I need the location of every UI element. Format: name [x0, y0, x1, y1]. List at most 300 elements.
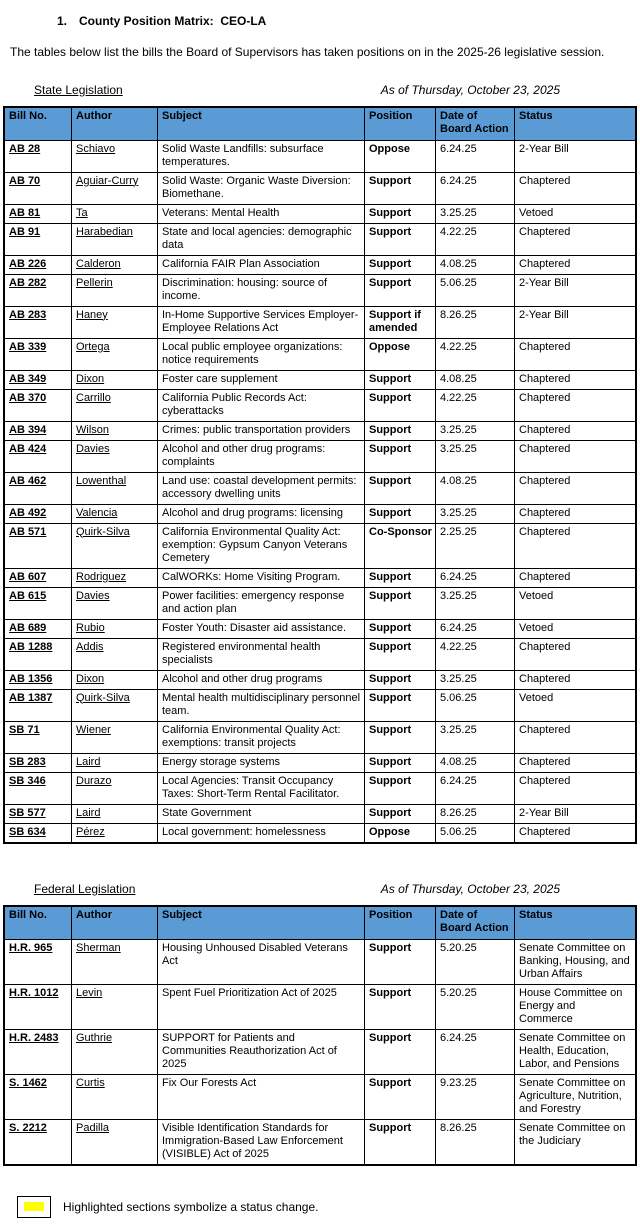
bill-row: [4, 1074, 636, 1119]
bill-number-link-cell: [4, 338, 72, 370]
bill-number-link[interactable]: AB 349: [9, 372, 47, 385]
bill-subject: Alcohol and drug programs: licensing: [162, 506, 343, 519]
bill-number-link[interactable]: SB 283: [9, 755, 46, 768]
bill-subject: Mental health multidisciplinary personnel team.: [162, 691, 361, 717]
bill-number-link-cell: [4, 568, 72, 587]
board-position: Support: [369, 806, 412, 819]
bill-number-link[interactable]: SB 346: [9, 774, 46, 787]
bill-status: Chaptered: [519, 525, 571, 538]
bill-row: [4, 255, 636, 274]
bill-number-link[interactable]: AB 462: [9, 474, 47, 487]
author-link[interactable]: Ta: [76, 206, 88, 219]
board-action-date-cell: [436, 823, 515, 843]
bill-number-link[interactable]: AB 689: [9, 621, 47, 634]
board-action-date-cell: [436, 587, 515, 619]
board-position-cell: [365, 619, 436, 638]
board-action-date-cell: [436, 753, 515, 772]
federal-legislation-heading: Federal Legislation: [34, 881, 136, 896]
board-action-date: 4.22.25: [440, 391, 477, 404]
board-action-date: 4.08.25: [440, 755, 477, 768]
board-action-date-cell: [436, 504, 515, 523]
board-position: Oppose: [369, 340, 410, 353]
board-position: Support: [369, 986, 412, 999]
column-header: Bill No.: [4, 906, 72, 940]
author-link[interactable]: Pellerin: [76, 276, 113, 289]
author-link[interactable]: Padilla: [76, 1121, 110, 1134]
author-link-cell: [72, 338, 158, 370]
board-action-date: 4.22.25: [440, 340, 477, 353]
bill-number-link[interactable]: AB 226: [9, 257, 47, 270]
header-row: [4, 107, 636, 141]
board-position-cell: [365, 389, 436, 421]
column-header: Author: [72, 906, 158, 940]
state-legislation-section: [0, 83, 640, 844]
bill-subject: Foster Youth: Disaster aid assistance.: [162, 621, 347, 634]
board-action-date: 4.08.25: [440, 474, 477, 487]
federal-as-of-date: As of Thursday, October 23, 2025: [380, 881, 560, 896]
board-position: Support if amended: [369, 308, 421, 334]
bill-status: Senate Committee on Health, Education, Labor, and Pensions: [519, 1031, 626, 1070]
board-action-date-cell: [436, 638, 515, 670]
author-link[interactable]: Lowenthal: [76, 474, 127, 487]
bill-number-link[interactable]: AB 81: [9, 206, 41, 219]
board-action-date: 6.24.25: [440, 621, 477, 634]
bill-row: [4, 389, 636, 421]
bill-number-link[interactable]: AB 571: [9, 525, 47, 538]
bill-subject-cell: [158, 370, 365, 389]
board-action-date: 3.25.25: [440, 672, 477, 685]
board-position-cell: [365, 274, 436, 306]
bill-number-link-cell: [4, 204, 72, 223]
board-action-date-cell: [436, 472, 515, 504]
board-action-date: 5.06.25: [440, 825, 477, 838]
bill-row: [4, 306, 636, 338]
board-position-cell: [365, 1074, 436, 1119]
bill-number-link[interactable]: AB 91: [9, 225, 41, 238]
bill-status-cell: [515, 421, 637, 440]
bill-status: 2-Year Bill: [519, 276, 569, 289]
board-action-date-cell: [436, 670, 515, 689]
state-section-header: [34, 83, 640, 97]
bill-status: Chaptered: [519, 442, 571, 455]
board-action-date-cell: [436, 721, 515, 753]
board-position-cell: [365, 772, 436, 804]
board-position: Support: [369, 640, 412, 653]
author-link-cell: [72, 523, 158, 568]
board-action-date: 5.20.25: [440, 941, 477, 954]
board-position-cell: [365, 204, 436, 223]
bill-number-link[interactable]: H.R. 965: [9, 941, 53, 954]
author-link[interactable]: Sherman: [76, 941, 121, 954]
board-action-date: 6.24.25: [440, 1031, 477, 1044]
board-position-cell: [365, 306, 436, 338]
board-action-date-cell: [436, 172, 515, 204]
bill-subject-cell: [158, 172, 365, 204]
board-action-date: 6.24.25: [440, 570, 477, 583]
bill-row: [4, 587, 636, 619]
bill-number-link[interactable]: AB 28: [9, 142, 41, 155]
author-link[interactable]: Schiavo: [76, 142, 116, 155]
board-position-cell: [365, 472, 436, 504]
board-position-cell: [365, 638, 436, 670]
title-text: County Position Matrix: CEO-LA: [79, 14, 267, 28]
board-position-cell: [365, 440, 436, 472]
bill-status-cell: [515, 223, 637, 255]
bill-number-link[interactable]: AB 394: [9, 423, 47, 436]
bill-subject-cell: [158, 440, 365, 472]
board-action-date-cell: [436, 338, 515, 370]
bill-status-cell: [515, 1074, 637, 1119]
bill-subject-cell: [158, 306, 365, 338]
bill-status-cell: [515, 172, 637, 204]
board-position: Support: [369, 1031, 412, 1044]
board-action-date: 3.25.25: [440, 589, 477, 602]
board-position: Support: [369, 589, 412, 602]
board-position: Co-Sponsor: [369, 525, 432, 538]
author-link[interactable]: Rubio: [76, 621, 105, 634]
bill-number-link[interactable]: AB 283: [9, 308, 47, 321]
bill-status-cell: [515, 440, 637, 472]
bill-subject-cell: [158, 689, 365, 721]
board-action-date-cell: [436, 389, 515, 421]
bill-row: [4, 939, 636, 984]
column-header: Bill No.: [4, 107, 72, 141]
board-position-cell: [365, 984, 436, 1029]
author-link-cell: [72, 1029, 158, 1074]
bill-row: [4, 338, 636, 370]
bill-row: [4, 523, 636, 568]
bill-status-cell: [515, 721, 637, 753]
author-link[interactable]: Levin: [76, 986, 103, 999]
author-link[interactable]: Durazo: [76, 774, 112, 787]
bill-subject-cell: [158, 823, 365, 843]
bill-subject: Solid Waste: Organic Waste Diversion: Biomethane.: [162, 174, 351, 200]
bill-number-link[interactable]: SB 71: [9, 723, 40, 736]
bill-number-link[interactable]: AB 492: [9, 506, 47, 519]
bill-number-link[interactable]: SB 634: [9, 825, 46, 838]
bill-number-link[interactable]: AB 370: [9, 391, 47, 404]
bill-subject: Spent Fuel Prioritization Act of 2025: [162, 986, 337, 999]
board-position-cell: [365, 721, 436, 753]
board-action-date-cell: [436, 440, 515, 472]
author-link[interactable]: Rodriguez: [76, 570, 127, 583]
bill-number-link-cell: [4, 274, 72, 306]
bill-status: 2-Year Bill: [519, 308, 569, 321]
board-position-cell: [365, 689, 436, 721]
bill-subject: State and local agencies: demographic data: [162, 225, 352, 251]
board-position: Support: [369, 423, 412, 436]
board-action-date-cell: [436, 523, 515, 568]
page-title: [57, 14, 640, 28]
author-link-cell: [72, 472, 158, 504]
bill-subject: Energy storage systems: [162, 755, 280, 768]
column-header: Author: [72, 107, 158, 141]
board-action-date: 3.25.25: [440, 723, 477, 736]
author-link[interactable]: Addis: [76, 640, 104, 653]
bill-status: Senate Committee on Agriculture, Nutrition, and Forestry: [519, 1076, 626, 1115]
board-position: Support: [369, 691, 412, 704]
board-position: Support: [369, 570, 412, 583]
author-link-cell: [72, 568, 158, 587]
bill-subject: Alcohol and other drug programs: [162, 672, 323, 685]
bill-number-link-cell: [4, 772, 72, 804]
author-link-cell: [72, 638, 158, 670]
author-link-cell: [72, 984, 158, 1029]
bill-status-cell: [515, 619, 637, 638]
bill-row: [4, 823, 636, 843]
board-position: Support: [369, 755, 412, 768]
bill-status: Chaptered: [519, 372, 571, 385]
author-link-cell: [72, 670, 158, 689]
bill-number-link[interactable]: H.R. 2483: [9, 1031, 59, 1044]
bill-number-link-cell: [4, 939, 72, 984]
state-legislation-heading: State Legislation: [34, 82, 123, 97]
bill-number-link[interactable]: AB 1387: [9, 691, 53, 704]
bill-number-link[interactable]: AB 1356: [9, 672, 53, 685]
document-page: [0, 14, 640, 1218]
bill-number-link-cell: [4, 421, 72, 440]
bill-number-link[interactable]: AB 424: [9, 442, 47, 455]
bill-subject: In-Home Supportive Services Employer-Employee Relations Act: [162, 308, 359, 334]
bill-status: Chaptered: [519, 174, 571, 187]
bill-number-link[interactable]: S. 1462: [9, 1076, 47, 1089]
bill-subject: Power facilities: emergency response and action plan: [162, 589, 345, 615]
board-action-date: 4.08.25: [440, 372, 477, 385]
author-link[interactable]: Pérez: [76, 825, 105, 838]
highlight-swatch: [24, 1202, 44, 1211]
author-link-cell: [72, 255, 158, 274]
legend: [17, 1196, 640, 1218]
author-link[interactable]: Curtis: [76, 1076, 105, 1089]
bill-status-cell: [515, 670, 637, 689]
bill-number-link-cell: [4, 1029, 72, 1074]
bill-status-cell: [515, 753, 637, 772]
author-link[interactable]: Wiener: [76, 723, 111, 736]
bill-status: House Committee on Energy and Commerce: [519, 986, 623, 1025]
bill-number-link-cell: [4, 255, 72, 274]
board-action-date-cell: [436, 204, 515, 223]
author-link[interactable]: Davies: [76, 589, 110, 602]
board-action-date: 5.06.25: [440, 276, 477, 289]
bill-status-cell: [515, 587, 637, 619]
bill-subject: Registered environmental health specialists: [162, 640, 321, 666]
board-position: Support: [369, 774, 412, 787]
bill-subject: Solid Waste Landfills: subsurface temperatures.: [162, 142, 324, 168]
author-link[interactable]: Aguiar-Curry: [76, 174, 139, 187]
bill-status-cell: [515, 338, 637, 370]
author-link[interactable]: Valencia: [76, 506, 118, 519]
bill-subject: California FAIR Plan Association: [162, 257, 320, 270]
bill-status-cell: [515, 306, 637, 338]
bill-subject: Local Agencies: Transit Occupancy Taxes: Short-Term Rental Facilitator.: [162, 774, 340, 800]
bill-number-link-cell: [4, 440, 72, 472]
board-position: Oppose: [369, 142, 410, 155]
bill-number-link[interactable]: AB 70: [9, 174, 41, 187]
bill-number-link[interactable]: AB 282: [9, 276, 47, 289]
author-link[interactable]: Wilson: [76, 423, 110, 436]
bill-row: [4, 804, 636, 823]
bill-status-cell: [515, 1119, 637, 1165]
board-action-date-cell: [436, 984, 515, 1029]
bill-status-cell: [515, 504, 637, 523]
bill-subject-cell: [158, 1074, 365, 1119]
bill-subject-cell: [158, 223, 365, 255]
board-action-date: 3.25.25: [440, 506, 477, 519]
bill-number-link-cell: [4, 804, 72, 823]
author-link[interactable]: Ortega: [76, 340, 110, 353]
federal-legislation-table: [3, 905, 637, 1166]
bill-status-cell: [515, 823, 637, 843]
bill-subject: Visible Identification Standards for Immigration-Based Law Enforcement (VISIBLE) Act of 2025: [162, 1121, 343, 1160]
bill-status: Chaptered: [519, 474, 571, 487]
bill-subject-cell: [158, 568, 365, 587]
column-header: Date of Board Action: [436, 107, 515, 141]
board-action-date: 3.25.25: [440, 206, 477, 219]
board-position-cell: [365, 140, 436, 172]
board-position: Support: [369, 672, 412, 685]
board-position-cell: [365, 255, 436, 274]
bill-subject-cell: [158, 939, 365, 984]
board-action-date-cell: [436, 772, 515, 804]
bill-status: Vetoed: [519, 589, 554, 602]
author-link[interactable]: Dixon: [76, 372, 105, 385]
bill-subject: Veterans: Mental Health: [162, 206, 280, 219]
bill-number-link-cell: [4, 172, 72, 204]
bill-subject-cell: [158, 389, 365, 421]
board-position: Support: [369, 1076, 412, 1089]
bill-status: Chaptered: [519, 774, 571, 787]
bill-status-cell: [515, 939, 637, 984]
bill-number-link-cell: [4, 721, 72, 753]
bill-row: [4, 619, 636, 638]
bill-row: [4, 274, 636, 306]
bill-number-link[interactable]: S. 2212: [9, 1121, 47, 1134]
author-link[interactable]: Harabedian: [76, 225, 133, 238]
board-position-cell: [365, 523, 436, 568]
bill-status: 2-Year Bill: [519, 142, 569, 155]
bill-status: Chaptered: [519, 825, 571, 838]
bill-row: [4, 140, 636, 172]
bill-number-link-cell: [4, 306, 72, 338]
bill-status: Senate Committee on the Judiciary: [519, 1121, 626, 1147]
board-position-cell: [365, 823, 436, 843]
author-link-cell: [72, 306, 158, 338]
legend-text: Highlighted sections symbolize a status change.: [63, 1199, 319, 1214]
board-action-date: 4.22.25: [440, 225, 477, 238]
highlight-swatch-box: [17, 1196, 51, 1218]
bill-number-link-cell: [4, 472, 72, 504]
bill-row: [4, 504, 636, 523]
bill-subject: State Government: [162, 806, 252, 819]
author-link-cell: [72, 939, 158, 984]
bill-row: [4, 1029, 636, 1074]
author-link-cell: [72, 619, 158, 638]
author-link-cell: [72, 389, 158, 421]
bill-row: [4, 772, 636, 804]
bill-number-link[interactable]: AB 1288: [9, 640, 53, 653]
bill-status-cell: [515, 204, 637, 223]
bill-status-cell: [515, 472, 637, 504]
bill-number-link[interactable]: SB 577: [9, 806, 46, 819]
bill-row: [4, 638, 636, 670]
author-link[interactable]: Dixon: [76, 672, 105, 685]
title-number: 1.: [57, 14, 68, 28]
bill-number-link[interactable]: H.R. 1012: [9, 986, 59, 999]
board-action-date: 5.20.25: [440, 986, 477, 999]
bill-status-cell: [515, 568, 637, 587]
author-link-cell: [72, 721, 158, 753]
author-link[interactable]: Laird: [76, 806, 101, 819]
bill-subject: Housing Unhoused Disabled Veterans Act: [162, 941, 348, 967]
bill-number-link[interactable]: AB 615: [9, 589, 47, 602]
bill-subject-cell: [158, 1029, 365, 1074]
author-link[interactable]: Carrillo: [76, 391, 111, 404]
author-link-cell: [72, 753, 158, 772]
author-link[interactable]: Davies: [76, 442, 110, 455]
column-header: Status: [515, 107, 637, 141]
board-action-date-cell: [436, 1029, 515, 1074]
board-action-date-cell: [436, 1074, 515, 1119]
column-header: Position: [365, 107, 436, 141]
board-position-cell: [365, 421, 436, 440]
author-link[interactable]: Calderon: [76, 257, 121, 270]
bill-status: Vetoed: [519, 621, 554, 634]
board-action-date: 4.22.25: [440, 640, 477, 653]
board-action-date: 9.23.25: [440, 1076, 477, 1089]
board-position-cell: [365, 338, 436, 370]
board-position-cell: [365, 1029, 436, 1074]
author-link-cell: [72, 504, 158, 523]
author-link[interactable]: Guthrie: [76, 1031, 113, 1044]
board-position-cell: [365, 804, 436, 823]
bill-status: Vetoed: [519, 206, 554, 219]
bill-status-cell: [515, 689, 637, 721]
bill-subject-cell: [158, 504, 365, 523]
author-link[interactable]: Laird: [76, 755, 101, 768]
bill-number-link-cell: [4, 587, 72, 619]
author-link[interactable]: Haney: [76, 308, 108, 321]
bill-number-link-cell: [4, 1074, 72, 1119]
board-action-date-cell: [436, 274, 515, 306]
bill-status: Chaptered: [519, 723, 571, 736]
author-link-cell: [72, 421, 158, 440]
bill-number-link-cell: [4, 140, 72, 172]
board-action-date: 6.24.25: [440, 774, 477, 787]
bill-number-link-cell: [4, 638, 72, 670]
author-link-cell: [72, 204, 158, 223]
board-position: Support: [369, 723, 412, 736]
board-position: Support: [369, 442, 412, 455]
bill-status-cell: [515, 772, 637, 804]
board-position: Oppose: [369, 825, 410, 838]
board-position-cell: [365, 172, 436, 204]
bill-subject-cell: [158, 523, 365, 568]
bill-status: Chaptered: [519, 506, 571, 519]
bill-number-link[interactable]: AB 607: [9, 570, 47, 583]
bill-subject-cell: [158, 421, 365, 440]
author-link[interactable]: Quirk-Silva: [76, 525, 130, 538]
author-link[interactable]: Quirk-Silva: [76, 691, 130, 704]
author-link-cell: [72, 1119, 158, 1165]
board-position-cell: [365, 939, 436, 984]
bill-number-link[interactable]: AB 339: [9, 340, 47, 353]
board-action-date-cell: [436, 1119, 515, 1165]
bill-status-cell: [515, 370, 637, 389]
bill-status: Chaptered: [519, 755, 571, 768]
column-header: Position: [365, 906, 436, 940]
bill-row: [4, 370, 636, 389]
bill-subject-cell: [158, 274, 365, 306]
